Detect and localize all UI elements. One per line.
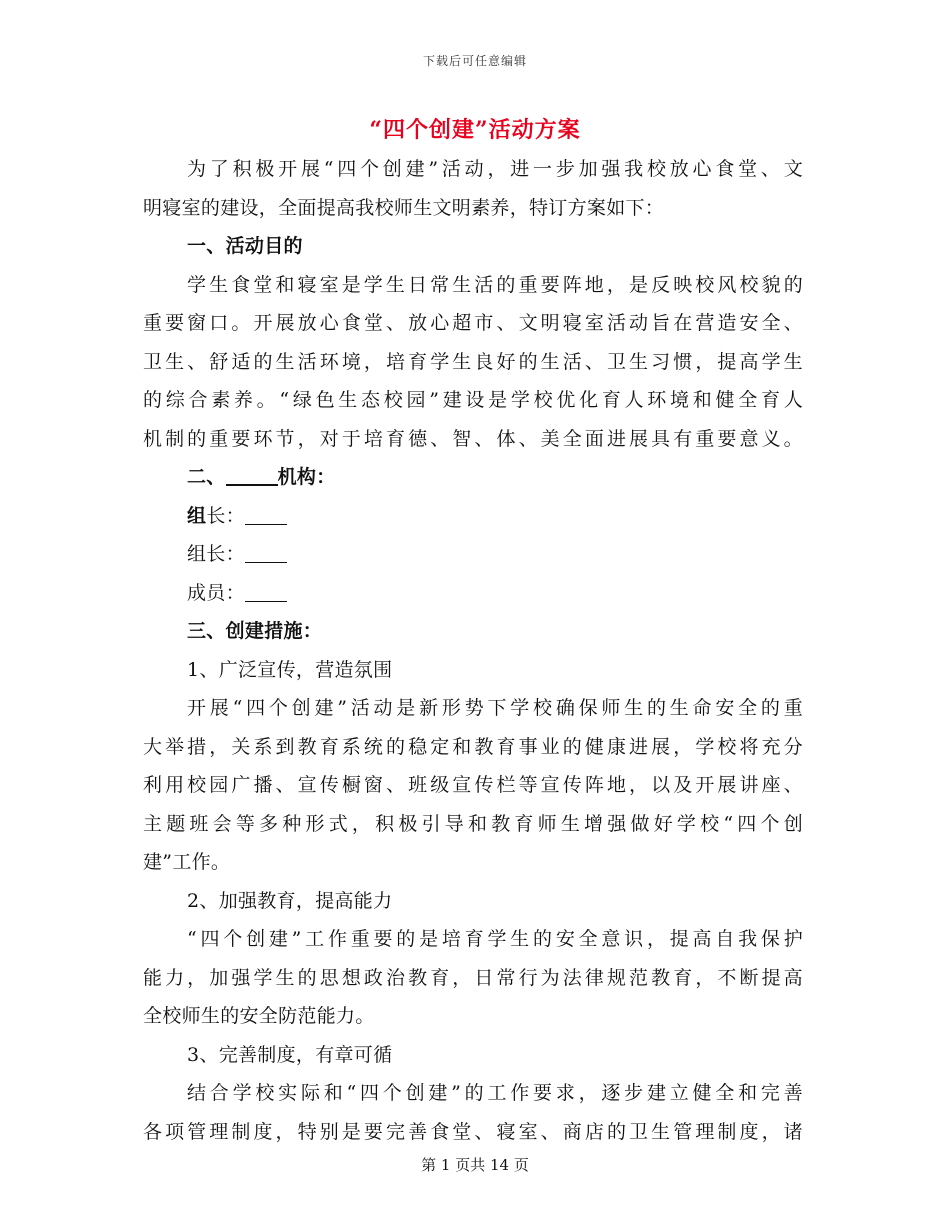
paragraph-line: 主题班会等多种形式，积极引导和教育师生增强做好学校“四个创 <box>143 812 803 835</box>
subheading-1: 1、广泛宣传，营造氛围 <box>187 658 393 681</box>
paragraph-line: 各项管理制度，特别是要完善食堂、寝室、商店的卫生管理制度，诸 <box>143 1120 803 1143</box>
org-row-leader <box>143 497 803 536</box>
paragraph-line: 的综合素养。“绿色生态校园”建设是学校优化育人环境和健全育人 <box>143 389 803 411</box>
section-heading-2 <box>143 458 803 497</box>
org-label: 成员： <box>187 581 245 604</box>
paragraph-line: 利用校园广播、宣传橱窗、班级宣传栏等宣传阵地，以及开展讲座、 <box>143 774 803 796</box>
section-heading-2-suffix: 机构： <box>277 466 336 488</box>
org-label-rest: 长： <box>206 504 245 527</box>
paragraph-line: 全校师生的安全防范能力。 <box>143 1005 375 1027</box>
paragraph-line: 大举措，关系到教育系统的稳定和教育事业的健康进展，学校将充分 <box>143 735 803 758</box>
paragraph-line: 重要窗口。开展放心食堂、放心超市、文明寝室活动旨在营造安全、 <box>143 312 803 334</box>
paragraph-line: 机制的重要环节，对于培育德、智、体、美全面进展具有重要意义。 <box>143 427 803 450</box>
section-heading-1: 一、活动目的 <box>187 235 303 257</box>
paragraph-line: 学生食堂和寝室是学生日常生活的重要阵地，是反映校风校貌的 <box>187 273 803 296</box>
org-row-members <box>143 574 803 613</box>
subheading-2: 2、加强教育，提高能力 <box>187 889 393 912</box>
document-title: “四个创建”活动方案 <box>369 117 581 143</box>
intro-line-2: 明寝室的建设，全面提高我校师生文明素养，特订方案如下： <box>143 196 665 219</box>
paragraph-line: 能力，加强学生的思想政治教育，日常行为法律规范教育，不断提高 <box>143 966 803 989</box>
paragraph-line: 开展“四个创建”活动是新形势下学校确保师生的生命安全的重 <box>187 697 803 719</box>
paragraph-line: 卫生、舒适的生活环境，培育学生良好的生活、卫生习惯，提高学生 <box>143 350 803 373</box>
paragraph-line: 建”工作。 <box>143 851 231 873</box>
section-heading-2-prefix: 二、 <box>187 466 226 488</box>
blank-line <box>245 581 287 602</box>
org-row-deputy <box>143 535 803 574</box>
document-body <box>143 150 803 1151</box>
paragraph-line: “四个创建”工作重要的是培育学生的安全意识，提高自我保护 <box>187 928 803 950</box>
blank-line <box>245 504 287 525</box>
subheading-3: 3、完善制度，有章可循 <box>187 1043 393 1066</box>
section-heading-3: 三、创建措施： <box>187 620 323 642</box>
intro-line-1: 为了积极开展“四个创建”活动，进一步加强我校放心食堂、文 <box>187 158 803 180</box>
org-label-bold: 组 <box>187 504 207 527</box>
page-footer: 第 1 页共 14 页 <box>421 1156 529 1174</box>
org-label: 组长： <box>187 543 245 565</box>
blank-line <box>245 542 287 563</box>
paragraph-line: 结合学校实际和“四个创建”的工作要求，逐步建立健全和完善 <box>187 1082 803 1104</box>
header-note: 下载后可任意编辑 <box>422 54 527 68</box>
blank-line <box>226 464 278 486</box>
